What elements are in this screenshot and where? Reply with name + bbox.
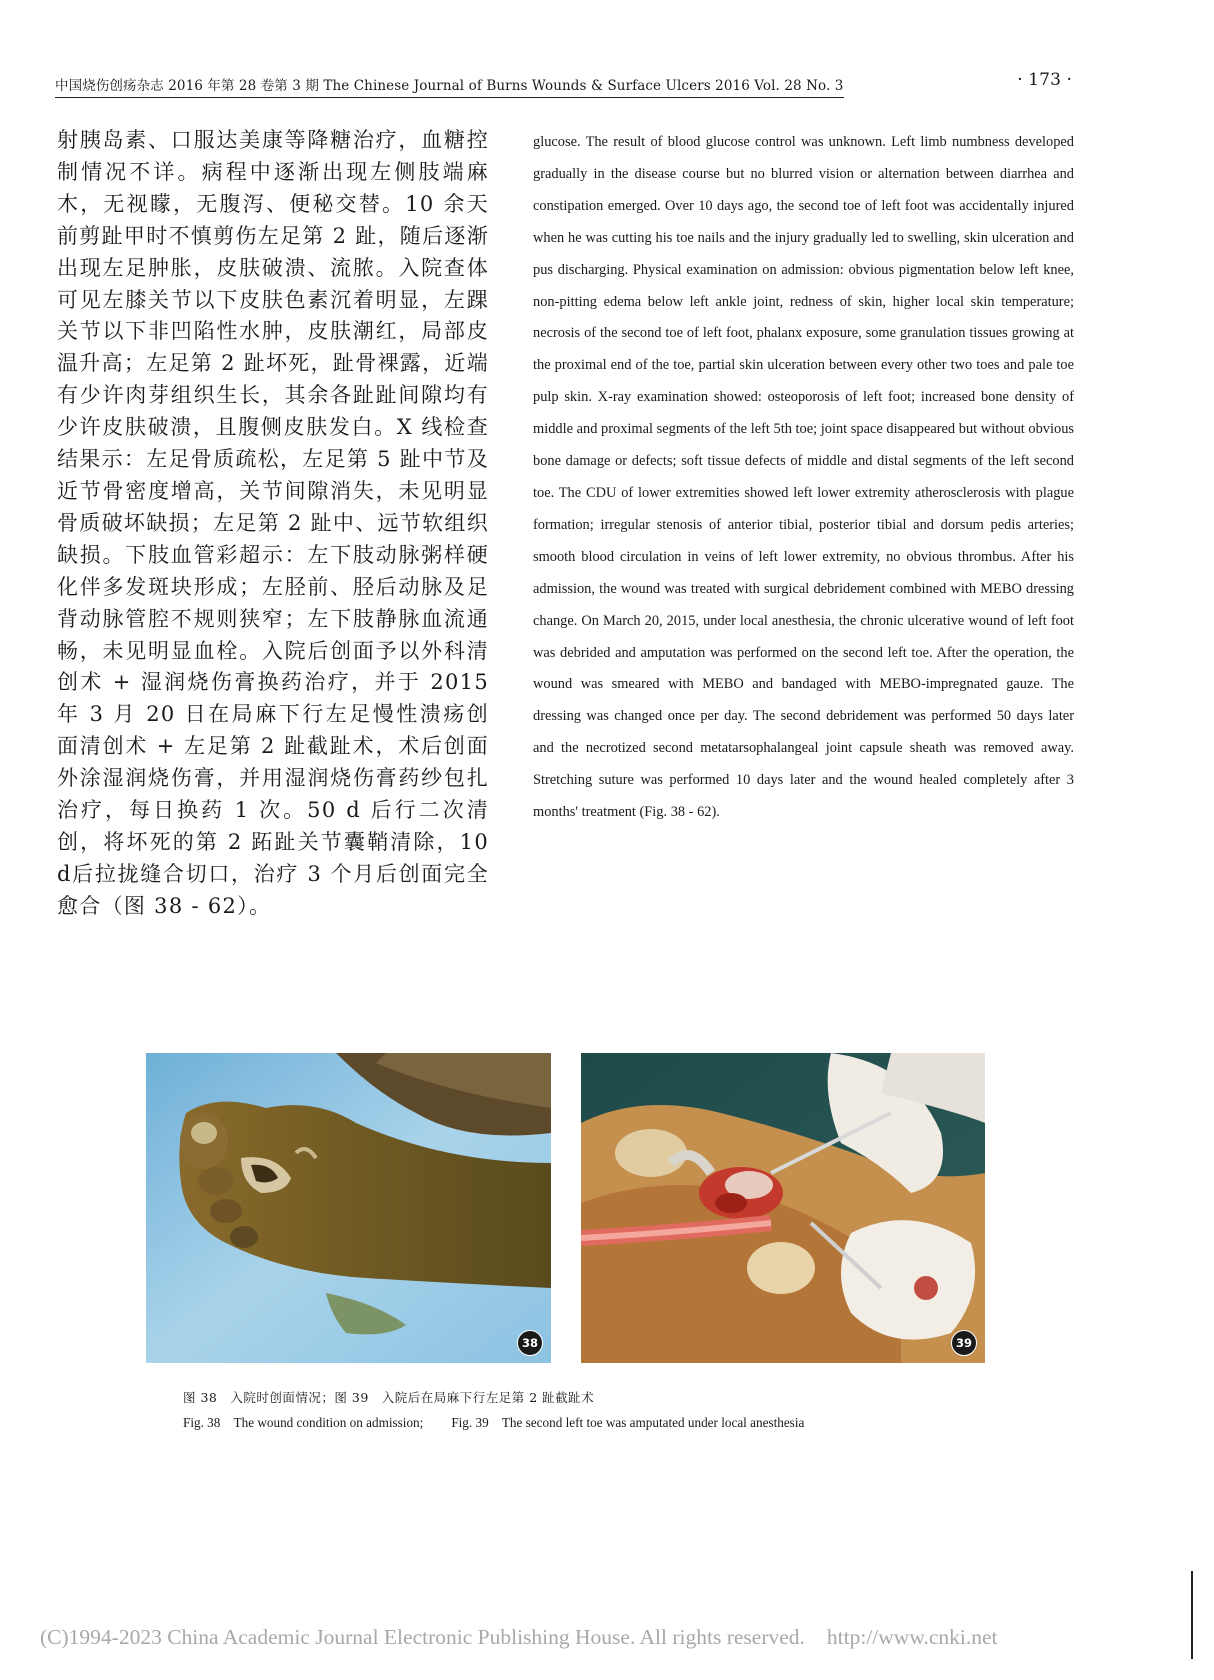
caption-fig39-cn: 图 39 入院后在局麻下行左足第 2 趾截趾术 (334, 1390, 595, 1405)
page-number: · 173 · (1017, 70, 1072, 90)
margin-rule (1191, 1571, 1193, 1659)
amputation-surgery-photo (581, 1053, 985, 1363)
figure-39 (581, 1053, 985, 1363)
foot-wound-photo (146, 1053, 551, 1363)
caption-fig38-cn: 图 38 入院时创面情况； (183, 1390, 335, 1405)
figure-number-badge: 39 (951, 1330, 977, 1356)
journal-title: 中国烧伤创疡杂志 2016 年第 28 卷第 3 期 The Chinese Journal of Burns Wounds & Surface Ulcers 2016 Vol. 28 No. 3 (55, 74, 844, 98)
figure-38 (146, 1053, 551, 1363)
caption-fig38-en: Fig. 38 The wound condition on admission; (183, 1415, 424, 1430)
copyright-text: (C)1994-2023 China Academic Journal Electronic Publishing House. All rights reserved. (40, 1625, 805, 1649)
body-text-english: glucose. The result of blood glucose control was unknown. Left limb numbness developed gradually in the disease course but no blurred vision or alternation between diarrhea and constipation emerged. Over 10 days ago, the second toe of left foot was accidentally injured when he was cutting his toe nails and the injury gradually led to swelling, skin ulceration and pus discharging. Physical examination on admission: obvious pigmentation below left knee, non-pitting edema below left ankle joint, redness of skin, higher local skin temperature; necrosis of the second toe of left foot, phalanx exposure, some granulation tissues growing at the proximal end of the toe, partial skin ulceration between every other two toes and pale toe pulp skin. X-ray examination showed: osteoporosis of left foot; increased bone density of middle and proximal segments of the left 5th toe; joint space disappeared but without obvious bone damage or defects; soft tissue defects of middle and distal segments of the left second toe. The CDU of lower extremities showed left lower extremity atherosclerosis with plague formation; irregular stenosis of anterior tibial, posterior tibial and dorsum pedis arteries; smooth blood circulation in veins of left lower extremity, no obvious thrombus. After his admission, the wound was treated with surgical debridement combined with MEBO dressing change. On March 20, 2015, under local anesthesia, the chronic ulcerative wound of left foot was debrided and amputation was performed on the second left toe. After the operation, the wound was smeared with MEBO and bandaged with MEBO-impregnated gauze. The dressing was changed once per day. The second debridement was performed 50 days later and the necrotized second metatarsophalangeal joint capsule sheath was removed away. Stretching suture was performed 10 days later and the wound healed completely after 3 months' treatment (Fig. 38 - 62). (533, 134, 1074, 821)
figure-caption-english (183, 1412, 983, 1431)
running-header (55, 70, 1072, 98)
cnki-link[interactable]: http://www.cnki.net (826, 1625, 998, 1649)
figure-caption-chinese (183, 1388, 943, 1406)
figure-number-badge: 38 (517, 1330, 543, 1356)
caption-fig39-en: Fig. 39 The second left toe was amputated under local anesthesia (451, 1415, 805, 1430)
body-text-chinese: 射胰岛素、口服达美康等降糖治疗，血糖控制情况不详。病程中逐渐出现左侧肢端麻木，无视矇，无腹泻、便秘交替。10 余天前剪趾甲时不慎剪伤左足第 2 趾，随后逐渐出现左足肿胀，皮肤破溃、流脓。入院查体可见左膝关节以下皮肤色素沉着明显，左踝关节以下非凹陷性水肿，皮肤潮红，局部皮温升高；左足第 2 趾坏死，趾骨裸露，近端有少许肉芽组织生长，其余各趾趾间隙均有少许皮肤破溃，且腹侧皮肤发白。X 线检查结果示：左足骨质疏松，左足第 5 趾中节及近节骨密度增高，关节间隙消失，未见明显骨质破坏缺损；左足第 2 趾中、远节软组织缺损。下肢血管彩超示：左下肢动脉粥样硬化伴多发斑块形成；左胫前、胫后动脉及足背动脉管腔不规则狭窄；左下肢静脉血流通畅，未见明显血栓。入院后创面予以外科清创术 + 湿润烧伤膏换药治疗，并于 2015 年 3 月 20 日在局麻下行左足慢性溃疡创面清创术 + 左足第 2 趾截趾术，术后创面外涂湿润烧伤膏，并用湿润烧伤膏药纱包扎治疗，每日换药 1 次。50 d 后行二次清创，将坏死的第 2 跖趾关节囊鞘清除，10 d后拉拢缝合切口，治疗 3 个月后创面完全愈合（图 38 - 62）。 (57, 128, 497, 918)
copyright-footer (40, 1625, 1140, 1650)
